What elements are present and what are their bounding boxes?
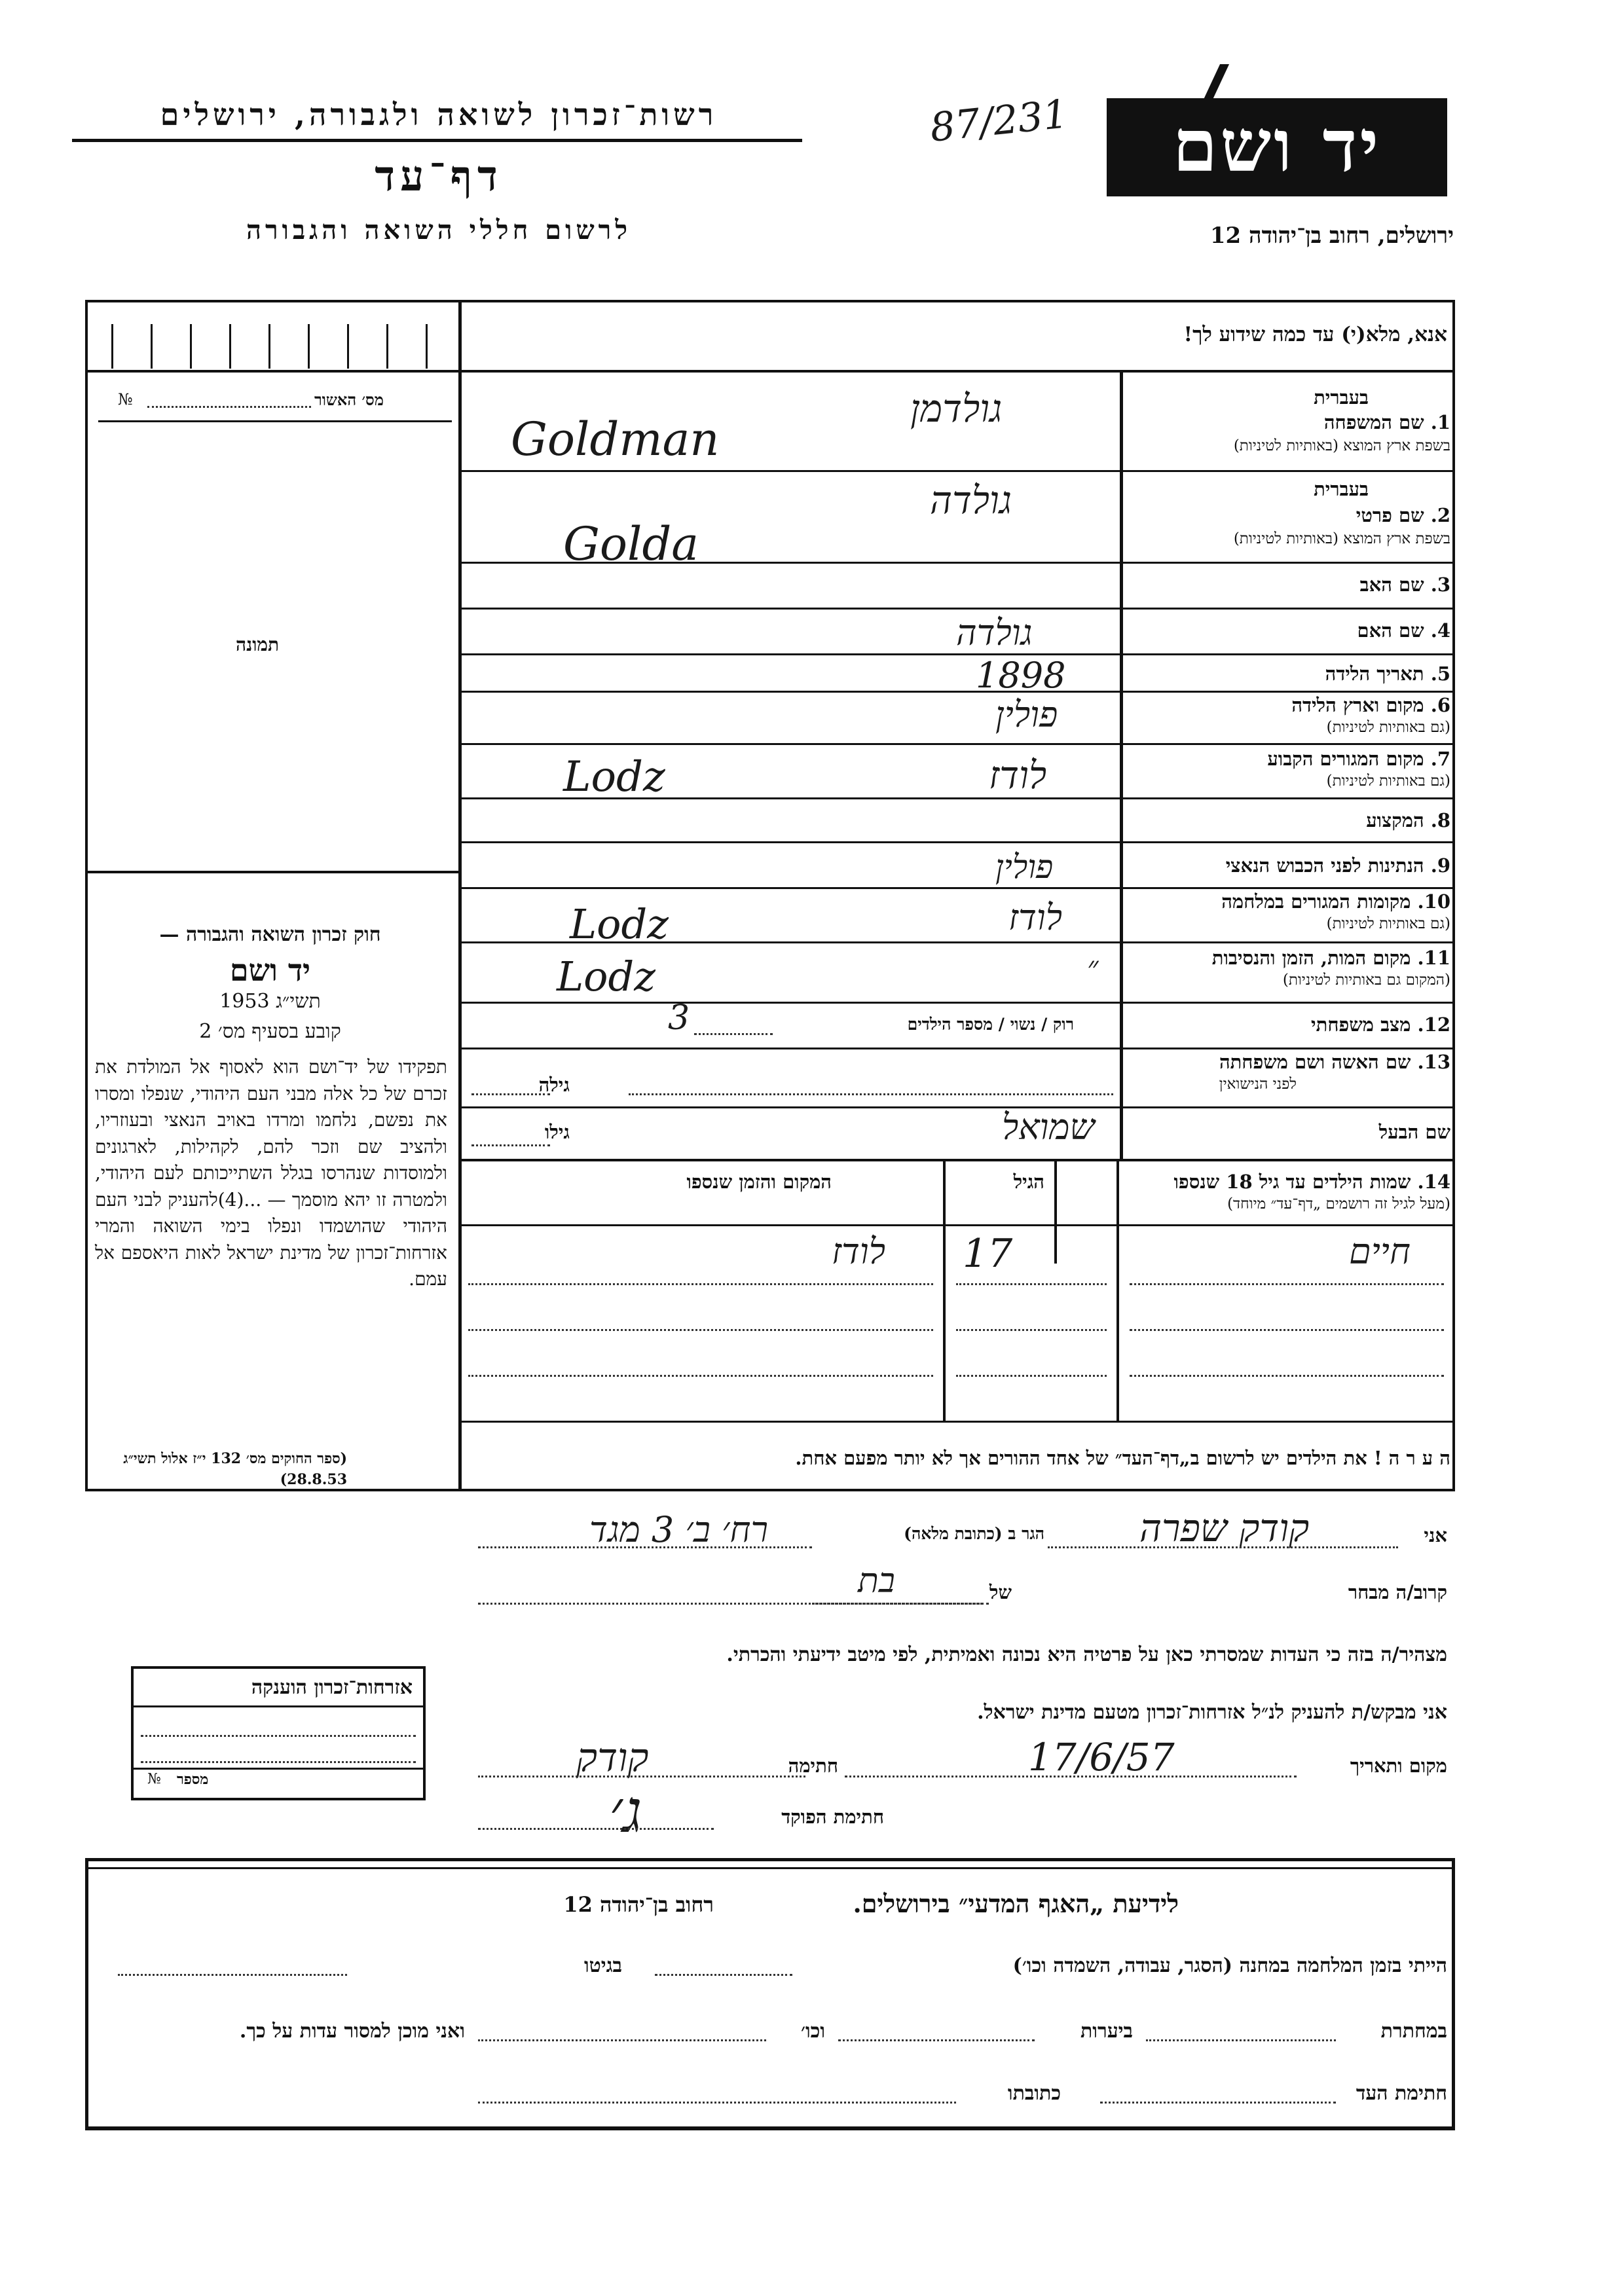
- signature-value: קודק: [576, 1735, 649, 1781]
- field-2-sub: בשפת ארץ המוצא (באותיות לטיניות): [1233, 530, 1450, 547]
- declarant-label-i: אני: [1424, 1524, 1447, 1546]
- footer-line2-a: במחתרת: [1380, 2020, 1447, 2043]
- footer-title: לידיעת „האגף המדעי״ בירושלים.: [853, 1889, 1179, 1918]
- approval-no-sign: №: [118, 390, 133, 409]
- field-13-age-label: גילה: [538, 1074, 570, 1096]
- note: ה ע ר ה ! את הילדים יש לרשום ב„דף־העד״ של אחד ההורים אך לא יותר מפעם אחת.: [795, 1447, 1450, 1469]
- children-header-name: 14. שמות הילדים עד גיל 18 שנספו: [1173, 1171, 1450, 1193]
- citizenship-number-sign: №: [147, 1771, 161, 1787]
- tick-strip: [92, 311, 455, 369]
- field-7-sub: (גם באותיות לטיניות): [1326, 773, 1450, 790]
- authority-line: רשות־זכרון לשואה ולגבורה, ירושלים: [160, 97, 718, 132]
- field-9-value: פולין: [995, 848, 1054, 886]
- field-6-label: 6. מקום וארץ הלידה: [1291, 694, 1450, 716]
- law-text: תפקידו של יד־ושם הוא לאסוף אל המולדת את זכרם של כל אלה מבני העם היהודי, שנפלו ומסרו את נפשם, נלחמו ומרדו באויב הנאצי ובעוזריו, ולהציב שם וזכר להם, לקהילות, לארגונים ולמוסדות שנהרסו בגלל השתייכותם לעם היהודי, ולמטרה זו יהא מוסמך — ...(4)להעניק לבני העם היהודי שהושמדו ונפלו בימי השואה והמרי אזרחות־זכרון של מדינת ישראל לאות היאספם אל עמם.: [95, 1056, 447, 1290]
- footer-line3-b: כתובתו: [1007, 2082, 1061, 2105]
- approval-label: מס׳ האשור: [314, 390, 384, 409]
- field-1-value-latin: Goldman: [511, 412, 720, 466]
- field-6-value: פולין: [995, 694, 1058, 735]
- footer-line2-b: ביערות: [1080, 2020, 1133, 2043]
- field-3-label: 3. שם האב: [1359, 574, 1450, 596]
- husband-label: שם הבעל: [1378, 1121, 1450, 1143]
- left-column-divider: [458, 300, 462, 1491]
- field-11-label: 11. מקום המות, הזמן והנסיבות: [1211, 947, 1450, 969]
- field-12-label: 12. מצב משפחתי: [1311, 1013, 1450, 1036]
- field-12-children-count: 3: [668, 998, 690, 1038]
- field-7-value-latin: Lodz: [563, 753, 665, 801]
- logo-text: יד ושם: [1172, 103, 1382, 188]
- law-section: קובע בסעיף מס׳ 2: [199, 1020, 341, 1043]
- field-5-label: 5. תאריך הלידה: [1325, 663, 1450, 685]
- footer-line1-end: בגיטו: [583, 1954, 622, 1977]
- child-1-place: לודז: [832, 1231, 886, 1272]
- field-7-value-hebrew: לודז: [989, 753, 1047, 797]
- place-date-label: מקום ותאריך: [1350, 1755, 1447, 1777]
- children-header-sub: (מעל לגיל זה רושמים „דף־עד״ מיוחד): [1227, 1195, 1450, 1212]
- declarant-name: קודק שפרה: [1139, 1506, 1310, 1550]
- citizenship-number-label: מספר: [177, 1771, 209, 1788]
- footer-address: רחוב בן־יהודה 12: [563, 1892, 714, 1917]
- field-1-value-hebrew: גולדמן: [910, 386, 1003, 431]
- request-text: אני מבקש/ת להעניק לנ״ל אזרחות־זכרון מטעם מדינת ישראל.: [977, 1701, 1447, 1724]
- address: ירושלים, רחוב בן־יהודה 12: [1209, 223, 1454, 249]
- instruction: אנא, מלא(י) עד כמה שידוע לך!: [1183, 323, 1447, 346]
- footer-line2-end: ואני מוכן למסור עדות על כך.: [239, 2020, 465, 2043]
- declaration-text: מצהיר/ה בזה כי העדות שמסרתי כאן על פרטיה היא נכונה ואמיתית, לפי מיטב ידיעתי והכרתי.: [726, 1643, 1447, 1666]
- field-11-value-latin: Lodz: [557, 953, 655, 1000]
- handwritten-file-number: 87/231: [927, 91, 1071, 151]
- field-7-label: 7. מקום המגורים הקבוע: [1267, 748, 1450, 770]
- field-11-value-hebrew: ״: [1087, 949, 1099, 985]
- form-subtitle: לרשום חללי השואה והגבורה: [246, 215, 632, 246]
- law-year: תשי״ג 1953: [219, 990, 321, 1013]
- law-citation: (ספר החוקים מס׳ 132 י״ז אלול תשי״ג 28.8.53): [123, 1450, 347, 1488]
- footer-line1: הייתי בזמן המלחמה במחנה (הסגר, עבודה, השמדה וכו׳): [1012, 1954, 1447, 1977]
- child-1-name: חיים: [1349, 1231, 1411, 1272]
- officer-signature: ג׳: [609, 1777, 642, 1846]
- field-2-value-latin: Golda: [563, 517, 699, 571]
- law-name: יד ושם: [229, 953, 311, 988]
- declarant-relative-label: קרוב/ה מבחר: [1348, 1581, 1447, 1603]
- husband-age-label: גילו: [544, 1121, 570, 1143]
- declarant-address: רח׳ ב׳ 3 מגד: [589, 1509, 769, 1550]
- child-1-age: 17: [963, 1231, 1013, 1277]
- field-10-value-hebrew: לודז: [1008, 897, 1063, 938]
- field-4-value: גולדה: [956, 612, 1033, 653]
- children-header-place: המקום והזמן שנספו: [686, 1171, 832, 1193]
- place-date-value: 17/6/57: [1028, 1735, 1175, 1779]
- signature-label: חתימה: [788, 1755, 838, 1777]
- footer-line3-a: חתימת העד: [1356, 2082, 1447, 2105]
- field-13-sub: לפני הנישואין: [1219, 1076, 1297, 1093]
- field-10-sub: (גם באותיות לטיניות): [1326, 915, 1450, 932]
- field-9-label: 9. הנתינות לפני הכבוש הנאצי: [1225, 854, 1450, 877]
- yad-vashem-logo: [1107, 98, 1447, 196]
- field-10-label: 10. מקומות המגורים במלחמה: [1221, 890, 1450, 913]
- field-2-hebrew-tag: בעברית: [1314, 478, 1369, 500]
- field-11-sub: (המקום גם באותיות לטיניות): [1282, 972, 1450, 989]
- field-2-label: 2. שם פרטי: [1356, 504, 1450, 526]
- field-13-label: 13. שם האשה ושם משפחתה: [1219, 1051, 1450, 1073]
- field-5-value: 1898: [976, 655, 1066, 696]
- declarant-relation: בת: [858, 1561, 895, 1601]
- form-title: דף־עד: [375, 152, 503, 201]
- field-1-sub: בשפת ארץ המוצא (באותיות לטיניות): [1233, 437, 1450, 454]
- photo-label: תמונה: [236, 634, 280, 655]
- field-10-value-latin: Lodz: [570, 900, 669, 948]
- declarant-of-label: של: [989, 1581, 1012, 1603]
- law-title: חוק זכרון השואה והגבורה —: [159, 923, 381, 946]
- field-1-label: 1. שם המשפחה: [1323, 411, 1450, 433]
- officer-label: חתימת הפוקד: [781, 1806, 884, 1828]
- declarant-resides-label: הגר ב (כתובת מלאה): [904, 1524, 1044, 1543]
- field-8-label: 8. המקצוע: [1366, 809, 1450, 831]
- footer-line2-c: וכו׳: [801, 2020, 825, 2043]
- header-rule: [72, 139, 802, 142]
- citizenship-title: אזרחות־זכרון הוענקה: [251, 1676, 413, 1699]
- field-6-sub: (גם באותיות לטיניות): [1326, 719, 1450, 736]
- children-header-age: הגיל: [1013, 1171, 1044, 1193]
- field-2-value-hebrew: גולדה: [930, 478, 1012, 522]
- field-4-label: 4. שם האם: [1357, 619, 1450, 642]
- field-1-hebrew-tag: בעברית: [1314, 386, 1369, 409]
- field-12-options: רוק / נשוי / מספר הילדים: [907, 1015, 1074, 1034]
- husband-value: שמואל: [1002, 1106, 1095, 1148]
